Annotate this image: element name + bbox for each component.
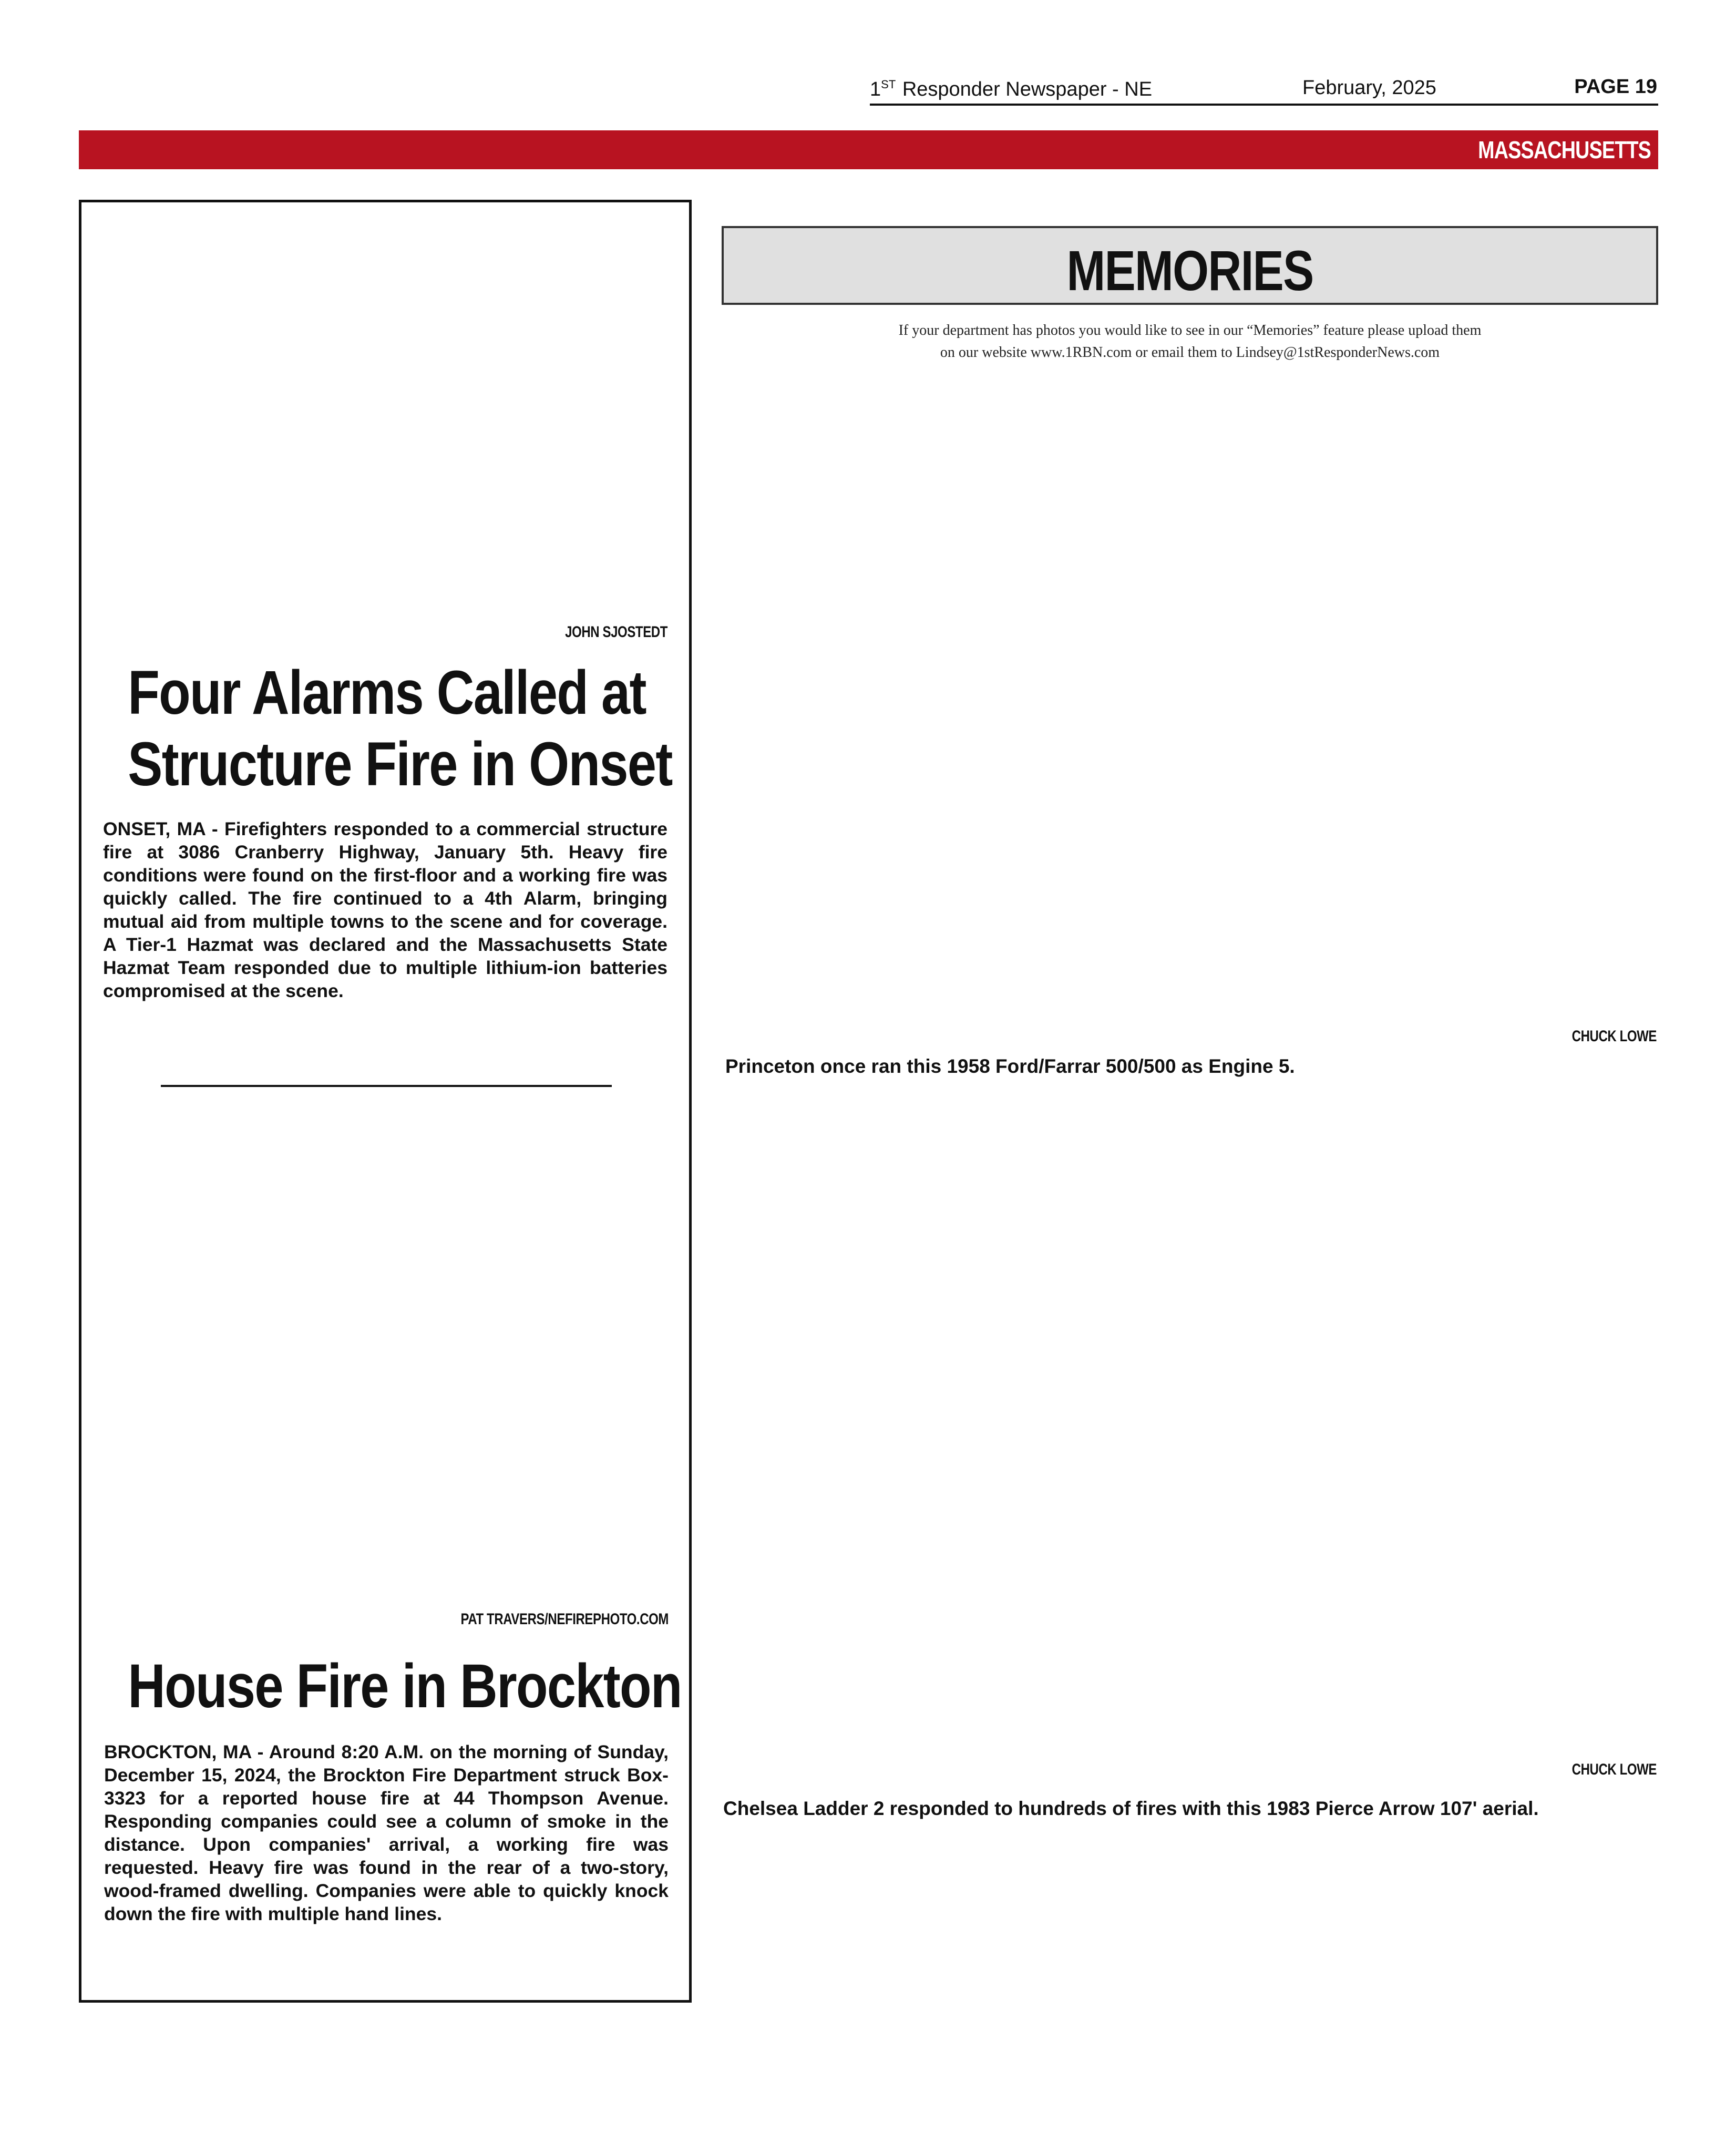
memories-intro-line-1: If your department has photos you would like to see in our “Memories” feature please upload them xyxy=(898,322,1482,339)
memories-photo-2-credit: CHUCK LOWE xyxy=(1571,1761,1657,1778)
article-2-photo-credit: PAT TRAVERS/NEFIREPHOTO.COM xyxy=(460,1611,669,1628)
newspaper-name-number: 1 xyxy=(870,78,881,100)
memories-title: MEMORIES xyxy=(1066,239,1313,302)
article-1-body: ONSET, MA - Firefighters responded to a commercial structure fire at 3086 Cranberry Highway, January 5th. Heavy fire conditions were found on the first-floor and a working fire was quickly called. The fire continued to a 4th Alarm, bringing mutual aid from multiple towns to the scene and for coverage. A Tier-1 Hazmat was declared and the Massachusetts State Hazmat Team responded due to multiple lithium-ion batteries compromised at the scene. xyxy=(103,818,667,1001)
article-2-headline: House Fire in Brockton xyxy=(128,1652,682,1721)
newspaper-name-superscript: ST xyxy=(881,78,896,91)
newspaper-name-text: Responder Newspaper - NE xyxy=(897,78,1153,100)
newspaper-name xyxy=(870,78,1152,101)
memories-intro xyxy=(722,320,1658,364)
memories-intro-line-2: on our website www.1RBN.com or email them to Lindsey@1stResponderNews.com xyxy=(940,344,1440,361)
header-rule xyxy=(870,104,1658,106)
article-1-headline-line-1: Four Alarms Called at xyxy=(128,658,646,727)
article-1-photo-credit: JOHN SJOSTEDT xyxy=(565,623,667,641)
memories-photo-1-caption: Princeton once ran this 1958 Ford/Farrar 500/500 as Engine 5. xyxy=(725,1055,1295,1077)
article-1-headline-line-2: Structure Fire in Onset xyxy=(128,730,672,799)
page-number: PAGE 19 xyxy=(1574,76,1657,98)
section-banner xyxy=(79,130,1658,169)
section-label: MASSACHUSETTS xyxy=(1478,136,1651,163)
memories-photo-2-caption: Chelsea Ladder 2 responded to hundreds of fires with this 1983 Pierce Arrow 107' aerial. xyxy=(723,1798,1539,1819)
memories-photo-1-credit: CHUCK LOWE xyxy=(1571,1028,1657,1045)
left-column-frame xyxy=(79,200,692,2003)
article-divider xyxy=(161,1085,612,1087)
memories-title-box xyxy=(722,226,1658,305)
article-1-headline xyxy=(128,657,672,800)
issue-date: February, 2025 xyxy=(1302,77,1436,99)
article-2-body: BROCKTON, MA - Around 8:20 A.M. on the morning of Sunday, December 15, 2024, the Brockton Fire Department struck Box-3323 for a reported house fire at 44 Thompson Avenue. Responding companies could see a column of smoke in the distance. Upon companies' arrival, a working fire was requested. Heavy fire was found in the rear of a two-story, wood-framed dwelling. Companies were able to quickly knock down the fire with multiple hand lines. xyxy=(104,1741,669,1924)
